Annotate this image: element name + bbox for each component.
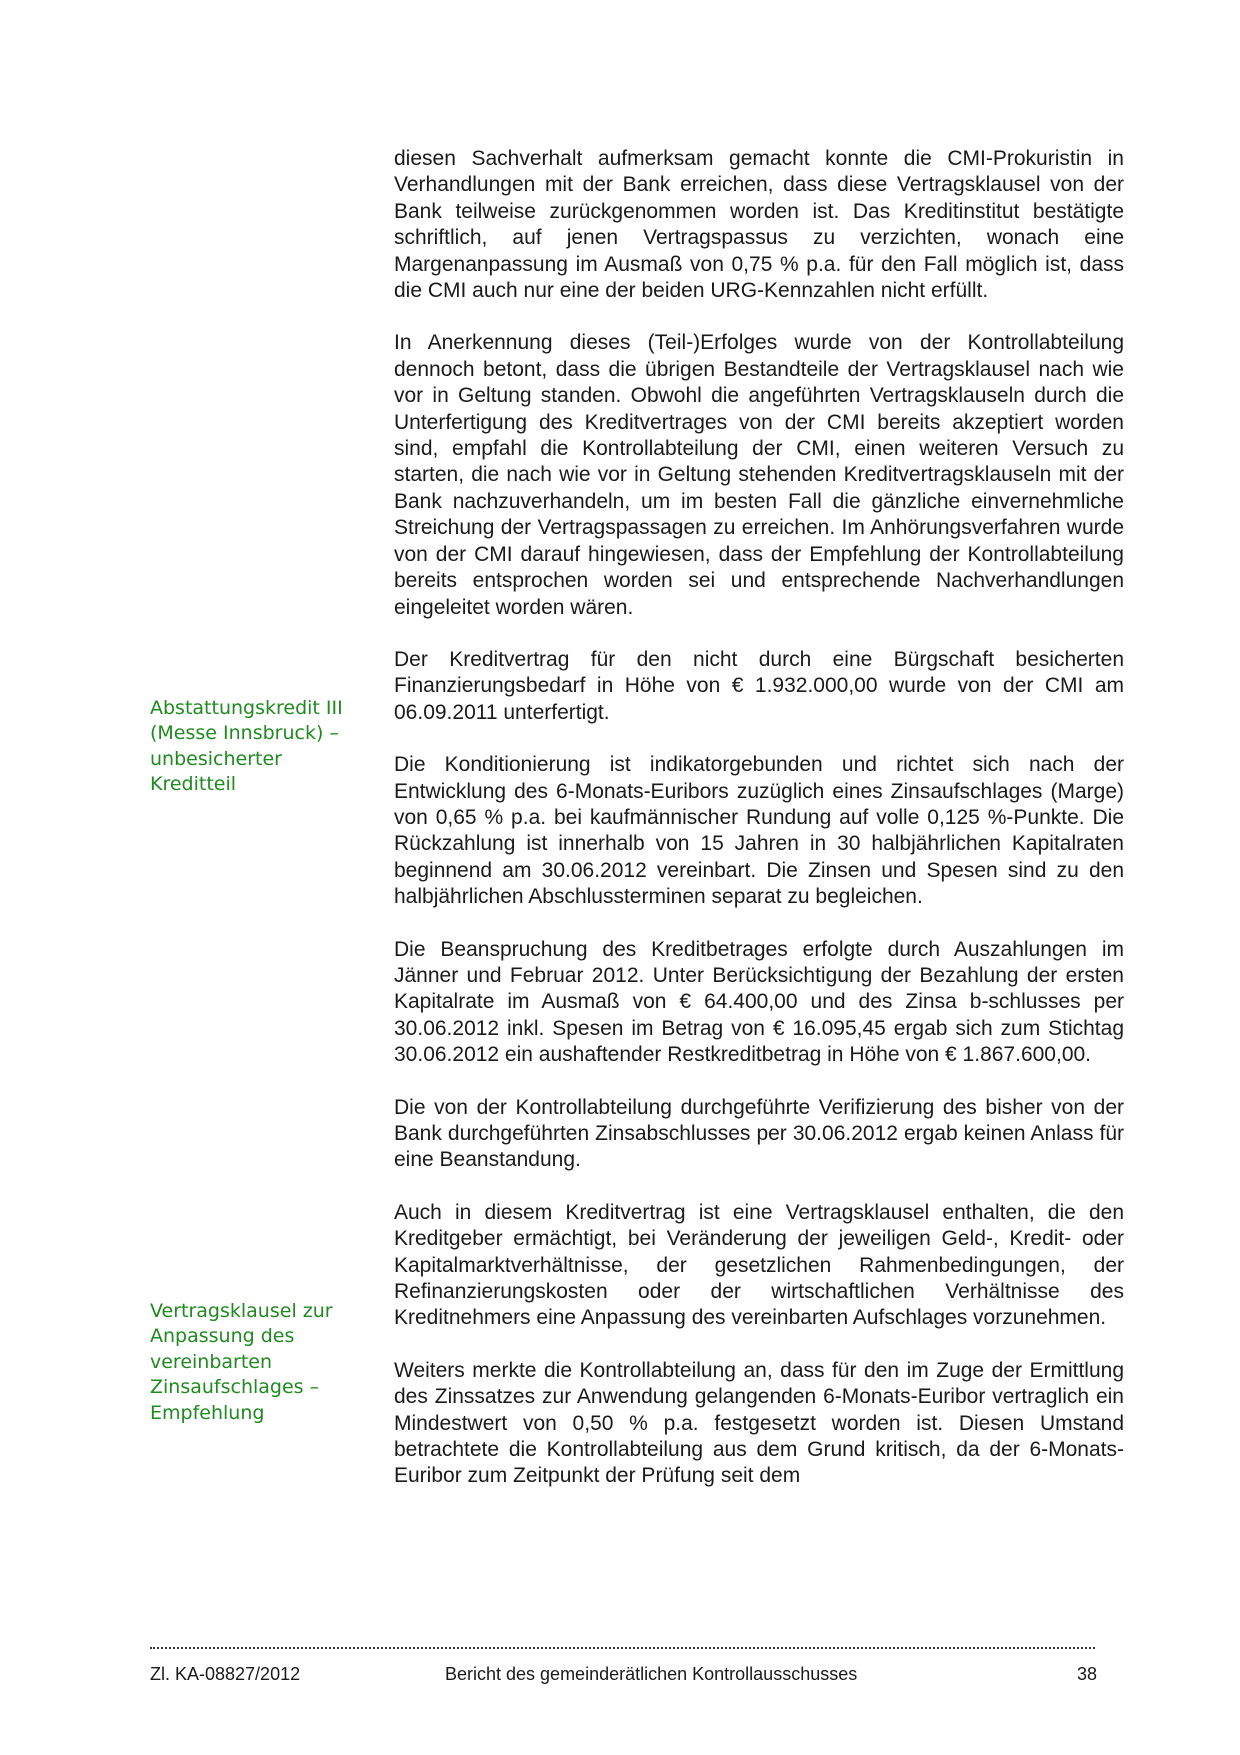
paragraph-2: In Anerkennung dieses (Teil-)Erfolges wurde von der Kontrollabteilung dennoch betont, dass die übrigen Bestandteile der Vertragsklausel nach wie vor in Geltung standen. Obwohl die angeführten Vertragsklauseln durch die Unterfertigung des Kreditvertrages von der CMI bereits akzeptiert worden sind, empfahl die Kontrollabteilung der CMI, einen weiteren Versuch zu starten, die nach wie vor in Geltung stehenden Kreditvertragsklauseln mit der Bank nachzuverhandeln, um im besten Fall die gänzliche einvernehmliche Streichung der Vertragspassagen zu erreichen. Im Anhörungsverfahren wurde von der CMI darauf hingewiesen, dass der Empfehlung der Kontrollabteilung bereits entsprochen worden sei und entsprechende Nachverhandlungen eingeleitet worden wären.	[394, 331, 1124, 619]
side-label-line: Vertragsklausel zur	[150, 1300, 333, 1322]
side-label-line: Zinsaufschlages –	[150, 1376, 320, 1399]
side-label-line: Anpassung des	[150, 1325, 295, 1348]
footer-divider	[150, 1647, 1095, 1649]
paragraph-8: Weiters merkte die Kontrollabteilung an, dass für den im Zuge der Ermittlung des Zinssatzes zur Anwendung gelangenden 6-Monats-Euribor vertraglich ein Mindestwert von 0,50 % p.a. festgesetzt worden ist. Diesen Umstand betrachtete die Kontrollabteilung aus dem Grund kritisch, da der 6-Monats-Euribor zum Zeitpunkt der Prüfung seit dem	[394, 1358, 1124, 1488]
footer-reference: Zl. KA-08827/2012	[150, 1664, 301, 1684]
paragraph-1: diesen Sachverhalt aufmerksam gemacht konnte die CMI-Prokuristin in Verhandlungen mit der Bank erreichen, dass diese Vertragsklausel von der Bank teilweise zurückgenommen worden ist. Das Kreditinstitut bestätigte schriftlich, auf jenen Vertragspassus zu verzichten, wonach eine Margenanpassung im Ausmaß von 0,75 % p.a. für den Fall möglich ist, dass die CMI auch nur eine der beiden URG-Kennzahlen nicht erfüllt.	[394, 147, 1124, 303]
paragraph-5: Die Beanspruchung des Kreditbetrages erfolgte durch Auszahlungen im Jänner und Februar 2012. Unter Berücksichtigung der Bezahlung der ersten Kapitalrate im Ausmaß von € 64.400,00 und des Zinsa b-schlusses per 30.06.2012 inkl. Spesen im Betrag von € 16.095,45 ergab sich zum Stichtag 30.06.2012 ein aushaftender Restkreditbetrag in Höhe von € 1.867.600,00.	[394, 937, 1124, 1067]
side-label-abstattungskredit	[150, 696, 365, 798]
side-label-line: Empfehlung	[150, 1401, 265, 1424]
paragraph-6: Die von der Kontrollabteilung durchgeführte Verifizierung des bisher von der Bank durchgeführten Zinsabschlusses per 30.06.2012 ergab keinen Anlass für eine Beanstandung.	[394, 1095, 1124, 1172]
page-number: 38	[1077, 1664, 1098, 1684]
main-text-column	[394, 146, 1124, 1516]
side-label-vertragsklausel	[150, 1299, 365, 1426]
side-label-line: Kreditteil	[150, 773, 237, 796]
side-label-line: (Messe Innsbruck) –	[150, 722, 339, 745]
footer-title: Bericht des gemeinderätlichen Kontrollausschusses	[445, 1664, 858, 1684]
side-label-line: unbesicherter	[150, 747, 282, 770]
side-label-line: Abstattungskredit III	[150, 697, 343, 719]
paragraph-4: Die Konditionierung ist indikatorgebunden und richtet sich nach der Entwicklung des 6-Monats-Euribors zuzüglich eines Zinsaufschlages (Marge) von 0,65 % p.a. bei kaufmännischer Rundung auf volle 0,125 %-Punkte. Die Rückzahlung ist innerhalb von 15 Jahren in 30 halbjährlichen Kapitalraten beginnend am 30.06.2012 vereinbart. Die Zinsen und Spesen sind zu den halbjährlichen Abschlussterminen separat zu begleichen.	[394, 753, 1124, 909]
paragraph-7: Auch in diesem Kreditvertrag ist eine Vertragsklausel enthalten, die den Kreditgeber ermächtigt, bei Veränderung der jeweiligen Geld-, Kredit- oder Kapitalmarktverhältnisse, der gesetzlichen Rahmenbedingungen, der Refinanzierungskosten oder der wirtschaftlichen Verhältnisse des Kreditnehmers eine Anpassung des vereinbarten Aufschlages vorzunehmen.	[394, 1200, 1124, 1330]
paragraph-3: Der Kreditvertrag für den nicht durch eine Bürgschaft besicherten Finanzierungsbedarf in Höhe von € 1.932.000,00 wurde von der CMI am 06.09.2011 unterfertigt.	[394, 647, 1124, 724]
side-label-line: vereinbarten	[150, 1350, 273, 1373]
